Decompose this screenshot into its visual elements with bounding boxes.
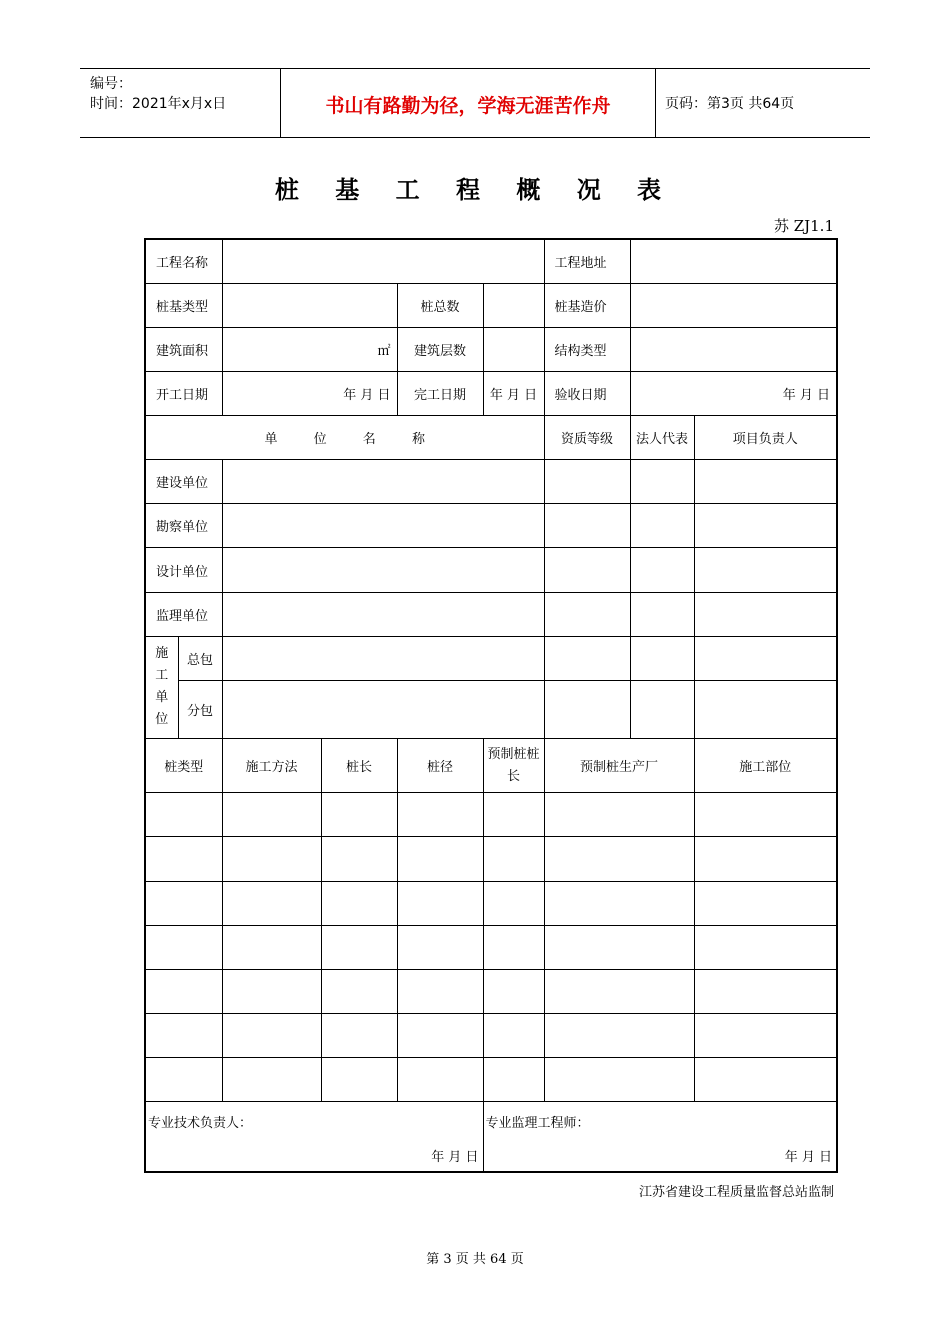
field-label: 桩总数 (397, 283, 483, 327)
column-header: 施工部位 (694, 739, 837, 793)
table-cell[interactable] (544, 1013, 694, 1057)
building-area-field[interactable] (222, 327, 397, 371)
tech-lead-signature[interactable] (145, 1102, 483, 1172)
column-header: 桩长 (321, 739, 397, 793)
table-cell[interactable] (694, 793, 837, 837)
owner-qualification-field[interactable] (544, 460, 630, 504)
table-cell[interactable] (145, 837, 222, 881)
table-cell[interactable] (145, 793, 222, 837)
table-cell[interactable] (483, 793, 544, 837)
table-cell[interactable] (483, 837, 544, 881)
subcontractor-field[interactable] (222, 680, 544, 738)
field-label: 监理单位 (145, 592, 222, 636)
table-cell[interactable] (483, 881, 544, 925)
acceptance-date-field[interactable]: 年 月 日 (630, 371, 837, 415)
field-label: 工程地址 (544, 239, 630, 283)
supervision-manager-field[interactable] (694, 592, 837, 636)
table-cell[interactable] (544, 837, 694, 881)
sub-manager-field[interactable] (694, 680, 837, 738)
signature-row (145, 1102, 837, 1172)
supervision-legal-rep-field[interactable] (630, 592, 694, 636)
pile-cost-field[interactable] (630, 283, 837, 327)
supervisor-date: 年 月 日 (784, 1150, 833, 1165)
number-label: 编号： (90, 76, 132, 92)
table-row (145, 925, 837, 969)
field-label: 工程名称 (145, 239, 222, 283)
table-cell[interactable] (397, 1058, 483, 1102)
sub-legal-rep-field[interactable] (630, 680, 694, 738)
survey-name-field[interactable] (222, 504, 544, 548)
table-cell[interactable] (694, 969, 837, 1013)
construction-unit-label: 施工单位 (145, 636, 178, 738)
table-row (145, 1058, 837, 1102)
table-row (145, 371, 837, 415)
issuer-note: 江苏省建设工程质量监督总站监制 (638, 1185, 834, 1200)
field-label: 建设单位 (145, 460, 222, 504)
column-header: 预制桩桩长 (483, 739, 544, 793)
table-cell[interactable] (145, 881, 222, 925)
table-row (145, 680, 837, 738)
pile-table-header-row (145, 739, 837, 793)
table-cell[interactable] (694, 925, 837, 969)
document-header (80, 68, 870, 138)
table-cell[interactable] (544, 793, 694, 837)
project-address-field[interactable] (630, 239, 837, 283)
table-cell[interactable] (222, 925, 321, 969)
table-row (145, 239, 837, 283)
table-cell[interactable] (145, 925, 222, 969)
column-header: 施工方法 (222, 739, 321, 793)
field-label: 桩基造价 (544, 283, 630, 327)
table-cell[interactable] (222, 1013, 321, 1057)
table-row (145, 969, 837, 1013)
table-cell[interactable] (145, 1013, 222, 1057)
general-qualification-field[interactable] (544, 636, 630, 680)
field-label: 开工日期 (145, 371, 222, 415)
table-cell[interactable] (321, 925, 397, 969)
pile-overview-form (144, 238, 838, 1173)
table-cell[interactable] (483, 969, 544, 1013)
table-cell[interactable] (222, 881, 321, 925)
table-cell[interactable] (544, 925, 694, 969)
project-manager-header: 项目负责人 (694, 416, 837, 460)
pile-total-field[interactable] (483, 283, 544, 327)
page-title: 桩 基 工 程 概 况 表 (274, 176, 676, 204)
general-contractor-field[interactable] (222, 636, 544, 680)
table-cell[interactable] (544, 881, 694, 925)
field-label: 桩基类型 (145, 283, 222, 327)
table-row (145, 416, 837, 460)
table-cell[interactable] (321, 1058, 397, 1102)
table-cell[interactable] (222, 837, 321, 881)
field-label: 完工日期 (397, 371, 483, 415)
table-cell[interactable] (145, 969, 222, 1013)
general-legal-rep-field[interactable] (630, 636, 694, 680)
field-label: 验收日期 (544, 371, 630, 415)
table-cell[interactable] (544, 969, 694, 1013)
table-cell[interactable] (483, 925, 544, 969)
table-row (145, 327, 837, 371)
qualification-header: 资质等级 (544, 416, 630, 460)
design-manager-field[interactable] (694, 548, 837, 592)
field-label: 建筑面积 (145, 327, 222, 371)
supervision-name-field[interactable] (222, 592, 544, 636)
column-header: 预制桩生产厂 (544, 739, 694, 793)
field-label: 结构类型 (544, 327, 630, 371)
field-label: 设计单位 (145, 548, 222, 592)
page-code: 页码：第3页 共64页 (665, 96, 795, 112)
table-cell[interactable] (321, 969, 397, 1013)
start-date-field[interactable]: 年 月 日 (222, 371, 397, 415)
building-floors-field[interactable] (483, 327, 544, 371)
table-cell[interactable] (222, 1058, 321, 1102)
survey-manager-field[interactable] (694, 504, 837, 548)
owner-manager-field[interactable] (694, 460, 837, 504)
design-legal-rep-field[interactable] (630, 548, 694, 592)
legal-rep-header: 法人代表 (630, 416, 694, 460)
design-qualification-field[interactable] (544, 548, 630, 592)
table-cell[interactable] (483, 1058, 544, 1102)
table-cell[interactable] (321, 793, 397, 837)
form-code: 苏 ZJ1.1 (773, 217, 834, 235)
survey-legal-rep-field[interactable] (630, 504, 694, 548)
table-row (145, 881, 837, 925)
table-cell[interactable] (694, 837, 837, 881)
table-cell[interactable] (694, 881, 837, 925)
sub-qualification-field[interactable] (544, 680, 630, 738)
field-label: 分包 (178, 680, 222, 738)
table-cell[interactable] (321, 837, 397, 881)
field-label: 总包 (178, 636, 222, 680)
table-cell[interactable] (222, 793, 321, 837)
table-row (145, 504, 837, 548)
table-row (145, 1013, 837, 1057)
table-row (145, 592, 837, 636)
table-row (145, 283, 837, 327)
table-cell[interactable] (397, 925, 483, 969)
table-cell[interactable] (321, 881, 397, 925)
table-cell[interactable] (397, 1013, 483, 1057)
table-cell[interactable] (397, 793, 483, 837)
table-row (145, 837, 837, 881)
table-cell[interactable] (544, 1058, 694, 1102)
supervision-qualification-field[interactable] (544, 592, 630, 636)
field-label: 建筑层数 (397, 327, 483, 371)
table-row (145, 548, 837, 592)
general-manager-field[interactable] (694, 636, 837, 680)
header-page-cell (655, 69, 870, 137)
owner-legal-rep-field[interactable] (630, 460, 694, 504)
header-motto-cell (280, 69, 656, 137)
owner-name-field[interactable] (222, 460, 544, 504)
unit-name-header: 单 位 名 称 (145, 416, 544, 460)
table-row (145, 460, 837, 504)
area-unit: ㎡ (377, 343, 391, 359)
table-cell[interactable] (483, 1013, 544, 1057)
table-cell[interactable] (397, 969, 483, 1013)
column-header: 桩径 (397, 739, 483, 793)
supervisor-label: 专业监理工程师： (485, 1116, 590, 1132)
tech-lead-label: 专业技术负责人： (148, 1116, 253, 1132)
table-cell[interactable] (222, 969, 321, 1013)
project-name-field[interactable] (222, 239, 544, 283)
structure-type-field[interactable] (630, 327, 837, 371)
field-label: 勘察单位 (145, 504, 222, 548)
pile-type-field[interactable] (222, 283, 397, 327)
time-label: 时间：2021年x月x日 (90, 96, 227, 112)
tech-lead-date: 年 月 日 (431, 1150, 479, 1165)
table-cell[interactable] (397, 881, 483, 925)
finish-date-field[interactable]: 年 月 日 (483, 371, 544, 415)
table-cell[interactable] (694, 1013, 837, 1057)
table-row (145, 793, 837, 837)
table-cell[interactable] (145, 1058, 222, 1102)
design-name-field[interactable] (222, 548, 544, 592)
table-cell[interactable] (397, 837, 483, 881)
page-number: 第 3 页 共 64 页 (426, 1252, 524, 1267)
motto: 书山有路勤为径，学海无涯苦作舟 (325, 95, 611, 117)
supervisor-signature[interactable] (483, 1102, 837, 1172)
survey-qualification-field[interactable] (544, 504, 630, 548)
table-cell[interactable] (321, 1013, 397, 1057)
header-meta-cell (80, 69, 280, 137)
column-header: 桩类型 (145, 739, 222, 793)
table-cell[interactable] (694, 1058, 837, 1102)
table-row (145, 636, 837, 680)
